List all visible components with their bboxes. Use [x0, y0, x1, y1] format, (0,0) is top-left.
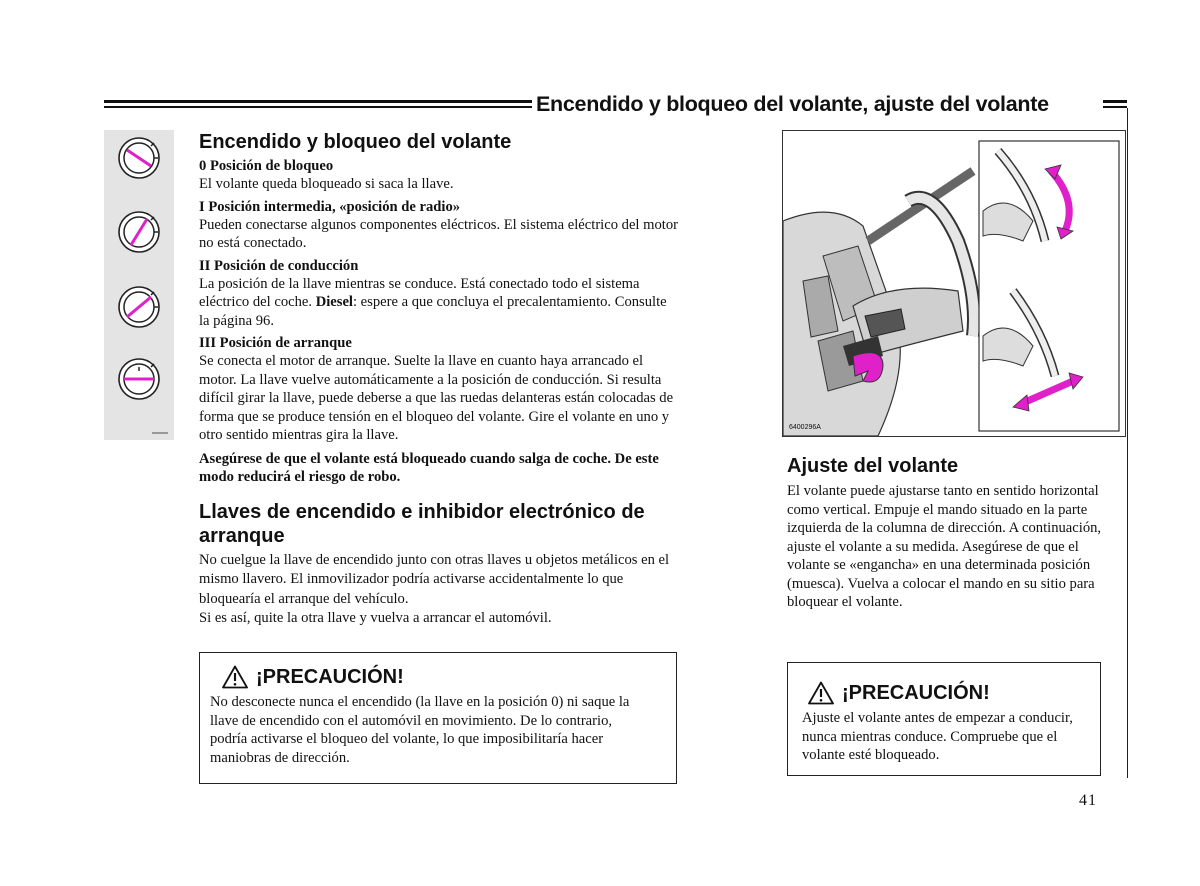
- position-2-heading: II Posición de conducción: [199, 257, 359, 274]
- header-rule-top: [104, 100, 532, 103]
- ignition-positions-panel: [104, 130, 174, 440]
- position-0-text: El volante queda bloqueado si saca la llave.: [199, 176, 454, 192]
- steering-adjust-figure: [782, 130, 1126, 437]
- ignition-position-2-icon: [117, 285, 161, 329]
- header-rule-right-bottom: [1103, 106, 1127, 108]
- position-1-heading: I Posición intermedia, «posición de radio»: [199, 198, 461, 215]
- page-number: 41: [1079, 792, 1097, 809]
- position-2-text: [199, 275, 679, 331]
- panel-code-mark: [152, 432, 168, 434]
- ignition-position-3-icon: [117, 357, 161, 401]
- section-title-keys: Llaves de encendido e inhibidor electrónico de arranque: [199, 500, 645, 547]
- keys-text-2: Si es así, quite la otra llave y vuelva a arrancar el automóvil.: [199, 610, 552, 626]
- warning-box-ignition: [199, 652, 677, 784]
- main-right-column: [787, 454, 1105, 612]
- warning-text: No desconecte nunca el encendido (la llave en la posición 0) ni saque la llave de encendido con el automóvil en movimiento. De lo contrario, podría activarse el bloqueo del volante, lo que imposibilitaría hacer maniobras de dirección.: [210, 694, 630, 766]
- position-3-text: Se conecta el motor de arranque. Suelte la llave en cuanto haya arrancado el motor. La llave vuelve automáticamente a la posición de conducción. Si resulta difícil girar la llave, puede deberse a que las ruedas delanteras están colocadas de forma que se produce tensión en el bloqueo del volante. Gire el volante en uno y otro sentido mientras gira la llave.: [199, 353, 674, 443]
- lock-note: Asegúrese de que el volante está bloqueado cuando salga de coche. De este modo reducirá el riesgo de robo.: [199, 450, 659, 485]
- warning-triangle-icon: [222, 665, 248, 689]
- header-rule-bottom: [104, 106, 532, 108]
- header-rule-right-top: [1103, 100, 1127, 103]
- figure-code: 6400296A: [789, 424, 821, 431]
- page-header-title: Encendido y bloqueo del volante, ajuste del volante: [536, 92, 1049, 116]
- adjust-text: El volante puede ajustarse tanto en sentido horizontal como vertical. Empuje el mando situado en la parte izquierda de la columna de dirección. A continuación, ajuste el volante a su medida. Asegúrese de que el volante se «engancha» en una determinada posición (muesca). Vuelva a colocar el mando en su sitio para bloquear el volante.: [787, 483, 1102, 610]
- position-3-heading: III Posición de arranque: [199, 335, 352, 351]
- steering-column-illustration: [783, 131, 1125, 436]
- position-2-text-a: La posición de la llave mientras se conduce. Está conectado todo el sistema eléctrico del coche.: [199, 275, 640, 310]
- warning-title-row: [222, 665, 404, 689]
- position-1-text: Pueden conectarse algunos componentes eléctricos. El sistema eléctrico del motor no está conectado.: [199, 216, 678, 251]
- right-margin-line: [1127, 108, 1128, 778]
- section-title-adjust: Ajuste del volante: [787, 455, 959, 477]
- warning-box-adjust: [787, 662, 1101, 776]
- ignition-position-1-icon: [117, 210, 161, 254]
- warning-title: ¡PRECAUCIÓN!: [256, 665, 404, 688]
- warning-triangle-icon: [808, 681, 834, 705]
- diesel-label: Diesel: [315, 294, 353, 310]
- warning-title-row-2: [808, 681, 990, 705]
- keys-text-1: No cuelgue la llave de encendido junto con otras llaves u objetos metálicos en el mismo llavero. El inmovilizador podría activarse accidentalmente lo que bloquearía el arranque del vehículo.: [199, 551, 670, 607]
- position-2-text-b: : espere a que concluya el precalentamiento. Consulte la página 96.: [199, 294, 667, 329]
- warning-text-2: Ajuste el volante antes de empezar a conducir, nunca mientras conduce. Compruebe que el volante esté bloqueado.: [802, 710, 1073, 763]
- section-title-ignition: Encendido y bloqueo del volante: [199, 131, 512, 153]
- ignition-position-0-icon: [117, 136, 161, 180]
- position-0-heading: 0 Posición de bloqueo: [199, 158, 334, 174]
- main-left-column: [199, 130, 679, 629]
- warning-title-2: ¡PRECAUCIÓN!: [842, 681, 990, 704]
